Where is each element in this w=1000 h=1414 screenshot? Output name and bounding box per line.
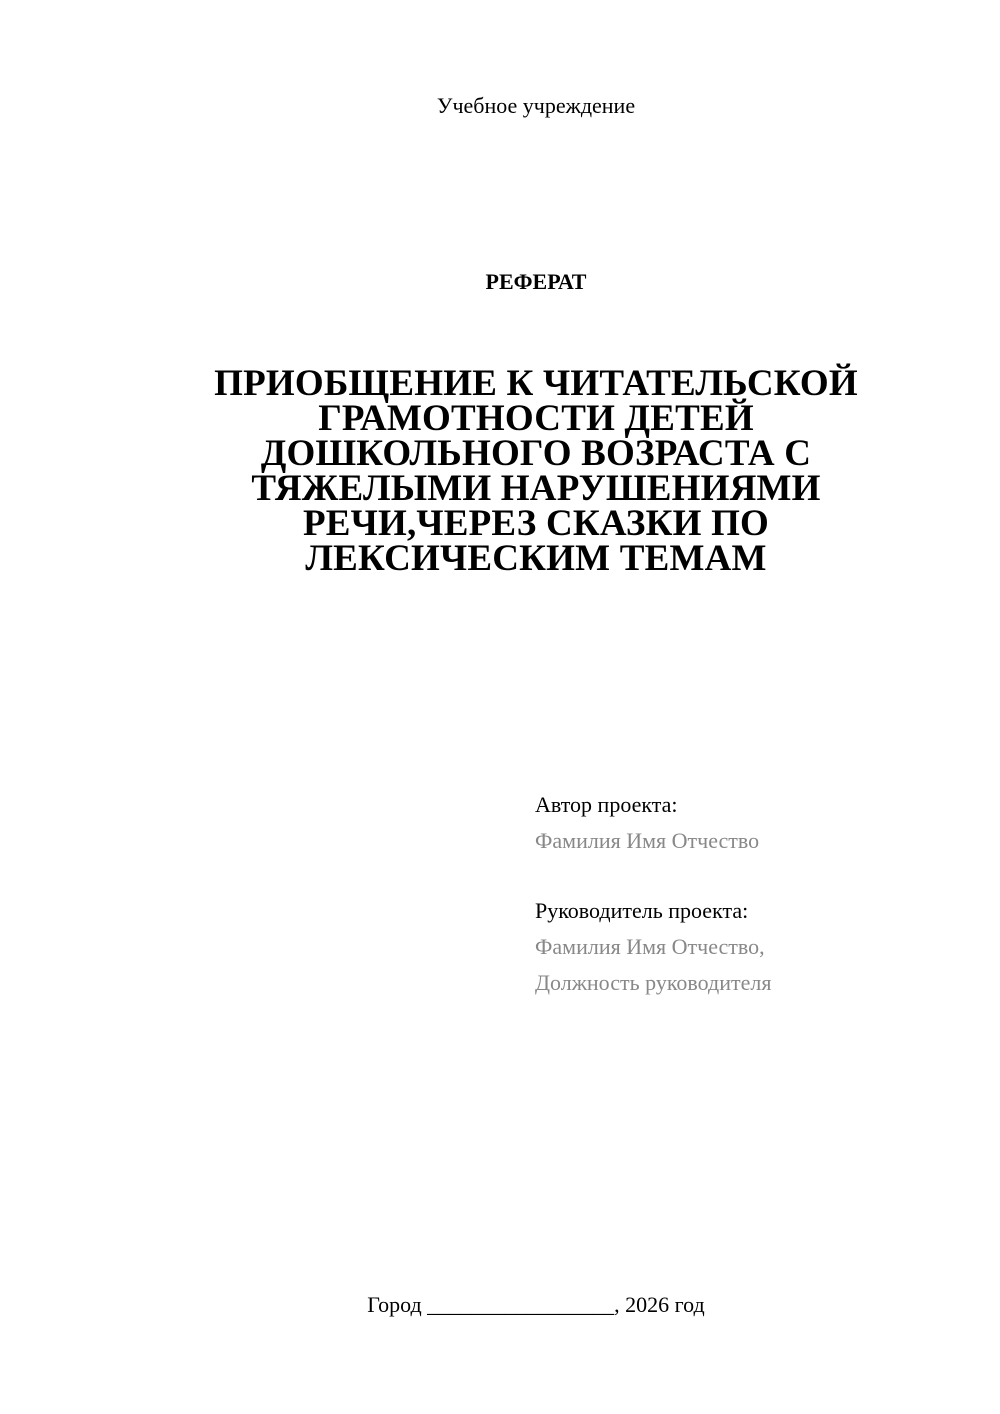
title-line: ДОШКОЛЬНОГО ВОЗРАСТА С: [260, 433, 812, 474]
city-blank: _________________: [427, 1292, 615, 1317]
author-block: [535, 787, 975, 859]
title-line: ПРИОБЩЕНИЕ К ЧИТАТЕЛЬСКОЙ: [214, 363, 858, 404]
author-label: Автор проекта:: [535, 792, 678, 817]
supervisor-block: [535, 893, 975, 1001]
title-line: ГРАМОТНОСТИ ДЕТЕЙ: [318, 398, 754, 439]
year-text: , 2026 год: [614, 1292, 705, 1317]
document-type: РЕФЕРАТ: [485, 269, 587, 294]
city-label: Город: [367, 1292, 422, 1317]
title-line: ЛЕКСИЧЕСКИМ ТЕМАМ: [305, 538, 767, 579]
title-line: РЕЧИ,ЧЕРЕЗ СКАЗКИ ПО: [302, 503, 770, 544]
city-year-line: [0, 1290, 1000, 1320]
supervisor-position: Должность руководителя: [535, 970, 772, 995]
supervisor-label: Руководитель проекта:: [535, 898, 749, 923]
author-name: Фамилия Имя Отчество: [535, 828, 760, 853]
title-line: ТЯЖЕЛЫМИ НАРУШЕНИЯМИ: [251, 468, 821, 509]
supervisor-name: Фамилия Имя Отчество,: [535, 934, 765, 959]
institution-name: Учебное учреждение: [436, 93, 636, 118]
document-title: [180, 363, 892, 579]
